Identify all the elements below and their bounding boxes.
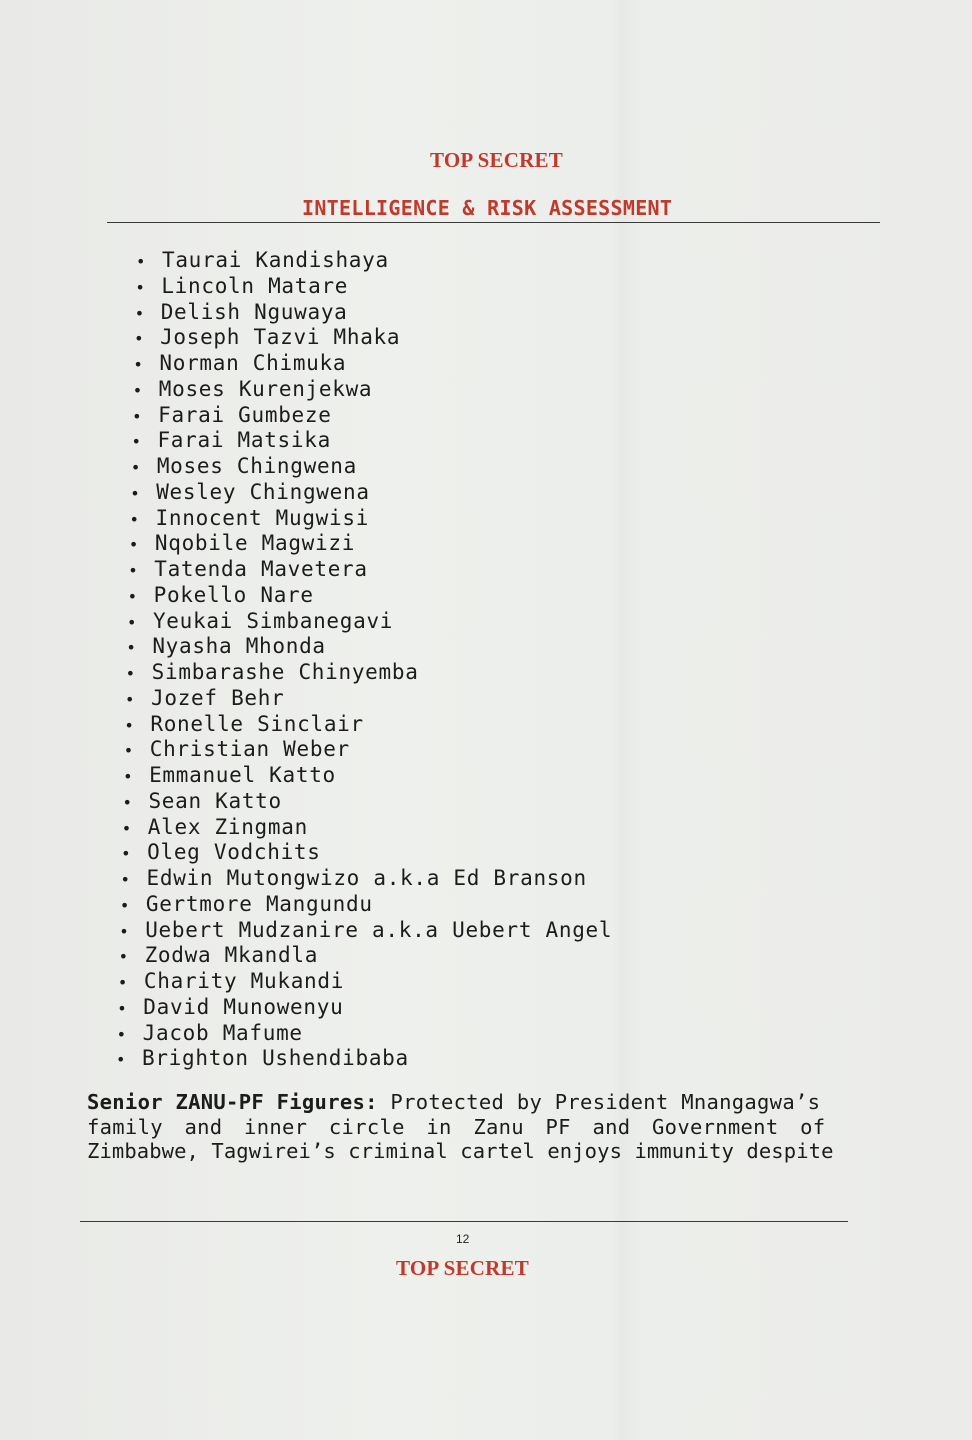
name-list-item bbox=[131, 454, 357, 478]
bullet-icon: • bbox=[130, 458, 141, 477]
bullet-icon: • bbox=[134, 329, 145, 349]
bullet-icon: • bbox=[128, 561, 139, 580]
name-list-item bbox=[116, 1046, 409, 1070]
bullet-icon: • bbox=[125, 664, 136, 683]
name-list-item bbox=[121, 840, 320, 864]
bullet-icon: • bbox=[129, 509, 140, 529]
name-text: Wesley Chingwena bbox=[156, 479, 370, 504]
bullet-icon: • bbox=[132, 380, 143, 400]
name-text: Yeukai Simbanegavi bbox=[152, 608, 394, 633]
name-list-item bbox=[125, 686, 284, 710]
name-text: David Munowenyu bbox=[143, 994, 344, 1019]
bullet-icon: • bbox=[134, 303, 145, 323]
name-list-item bbox=[126, 634, 325, 658]
footer-classification: TOP SECRET bbox=[396, 1256, 529, 1280]
name-text: Norman Chimuka bbox=[159, 351, 347, 375]
name-list-item bbox=[124, 712, 364, 736]
paragraph-line-1 bbox=[87, 1090, 820, 1114]
bullet-icon: • bbox=[127, 586, 138, 606]
page-number: 12 bbox=[456, 1232, 470, 1246]
name-text: Sean Katto bbox=[148, 788, 282, 813]
name-list-item bbox=[129, 531, 355, 555]
name-list-item bbox=[123, 763, 336, 787]
name-text: Farai Gumbeze bbox=[158, 402, 332, 427]
name-list-item bbox=[122, 789, 281, 813]
bullet-icon: • bbox=[123, 767, 134, 786]
name-text: Emmanuel Katto bbox=[149, 763, 336, 787]
bullet-icon: • bbox=[135, 277, 146, 297]
name-text: Oleg Vodchits bbox=[147, 840, 321, 865]
bullet-icon: • bbox=[117, 998, 128, 1018]
name-text: Lincoln Matare bbox=[161, 273, 349, 298]
name-text: Alex Zingman bbox=[147, 814, 308, 839]
name-list-item bbox=[134, 325, 400, 349]
bullet-icon: • bbox=[131, 432, 142, 452]
name-list-item bbox=[128, 583, 314, 607]
bullet-icon: • bbox=[120, 870, 131, 889]
paragraph-line-2: family and inner circle in Zanu PF and Government of bbox=[87, 1115, 826, 1139]
name-text: Edwin Mutongwizo a.k.a Ed Branson bbox=[146, 866, 587, 890]
name-text: Zodwa Mkandla bbox=[144, 943, 319, 968]
name-text: Christian Weber bbox=[149, 737, 350, 762]
bullet-icon: • bbox=[132, 406, 143, 426]
name-list-item bbox=[126, 660, 419, 684]
name-text: Moses Kurenjekwa bbox=[158, 376, 373, 401]
paragraph-line-3: Zimbabwe, Tagwirei’s criminal cartel enjoys immunity despite bbox=[87, 1139, 834, 1163]
bullet-icon: • bbox=[119, 895, 130, 915]
name-text: Farai Matsika bbox=[157, 428, 331, 453]
name-list-item bbox=[117, 995, 343, 1019]
name-list-item bbox=[119, 918, 612, 942]
name-list-item bbox=[130, 506, 370, 530]
bullet-icon: • bbox=[136, 252, 147, 271]
name-list-item bbox=[131, 428, 330, 452]
name-text: Nyasha Mhonda bbox=[152, 634, 326, 659]
name-list-item bbox=[133, 377, 373, 401]
bullet-icon: • bbox=[116, 1024, 127, 1044]
name-text: Brighton Ushendibaba bbox=[142, 1046, 409, 1071]
name-text: Tatenda Mavetera bbox=[154, 557, 368, 581]
name-list-item bbox=[118, 969, 344, 993]
name-list-item bbox=[132, 403, 331, 427]
bullet-icon: • bbox=[125, 689, 136, 709]
name-text: Jozef Behr bbox=[151, 685, 285, 710]
name-text: Ronelle Sinclair bbox=[150, 711, 364, 736]
name-list-item bbox=[130, 480, 370, 504]
bullet-icon: • bbox=[133, 355, 144, 374]
bullet-icon: • bbox=[126, 612, 138, 632]
name-text: Taurai Kandishaya bbox=[162, 248, 389, 272]
name-text: Pokello Nare bbox=[153, 582, 314, 607]
name-list-item bbox=[127, 609, 393, 633]
bullet-icon: • bbox=[117, 973, 129, 992]
name-list-item bbox=[122, 815, 308, 839]
bullet-icon: • bbox=[128, 535, 140, 555]
bullet-icon: • bbox=[122, 792, 133, 812]
bullet-icon: • bbox=[121, 818, 132, 838]
name-text: Joseph Tazvi Mhaka bbox=[160, 325, 401, 350]
name-text: Delish Nguwaya bbox=[160, 299, 348, 324]
name-list-item bbox=[119, 943, 318, 967]
name-list-item bbox=[124, 737, 350, 761]
name-list-item bbox=[135, 300, 348, 324]
name-list-item bbox=[135, 274, 348, 298]
bullet-icon: • bbox=[130, 483, 141, 503]
document-title: INTELLIGENCE & RISK ASSESSMENT bbox=[302, 196, 673, 220]
name-text: Jacob Mafume bbox=[142, 1020, 303, 1045]
header-classification: TOP SECRET bbox=[430, 148, 563, 172]
name-text: Innocent Mugwisi bbox=[155, 505, 370, 530]
bullet-icon: • bbox=[123, 741, 134, 761]
bullet-icon: • bbox=[116, 1050, 127, 1070]
bullet-icon: • bbox=[118, 947, 129, 967]
name-text: Moses Chingwena bbox=[156, 454, 357, 478]
name-list-item bbox=[120, 892, 373, 916]
name-list-item bbox=[121, 866, 587, 890]
name-text: Simbarashe Chinyemba bbox=[151, 660, 419, 684]
name-text: Uebert Mudzanire a.k.a Uebert Angel bbox=[145, 917, 613, 942]
bullet-icon: • bbox=[124, 715, 135, 735]
paragraph-line-1-text: Protected by President Mnangagwa’s bbox=[377, 1090, 821, 1114]
paragraph-lead: Senior ZANU-PF Figures: bbox=[87, 1090, 378, 1114]
name-list-item bbox=[133, 351, 346, 375]
bullet-icon: • bbox=[126, 638, 137, 658]
name-text: Charity Mukandi bbox=[143, 969, 345, 993]
bullet-icon: • bbox=[121, 844, 132, 864]
name-list-item bbox=[136, 248, 389, 272]
name-text: Gertmore Mangundu bbox=[145, 891, 373, 916]
name-list-item bbox=[128, 557, 368, 581]
name-list-item bbox=[117, 1021, 303, 1045]
footer-divider bbox=[80, 1221, 848, 1222]
bullet-icon: • bbox=[119, 921, 130, 941]
name-text: Nqobile Magwizi bbox=[154, 531, 356, 556]
